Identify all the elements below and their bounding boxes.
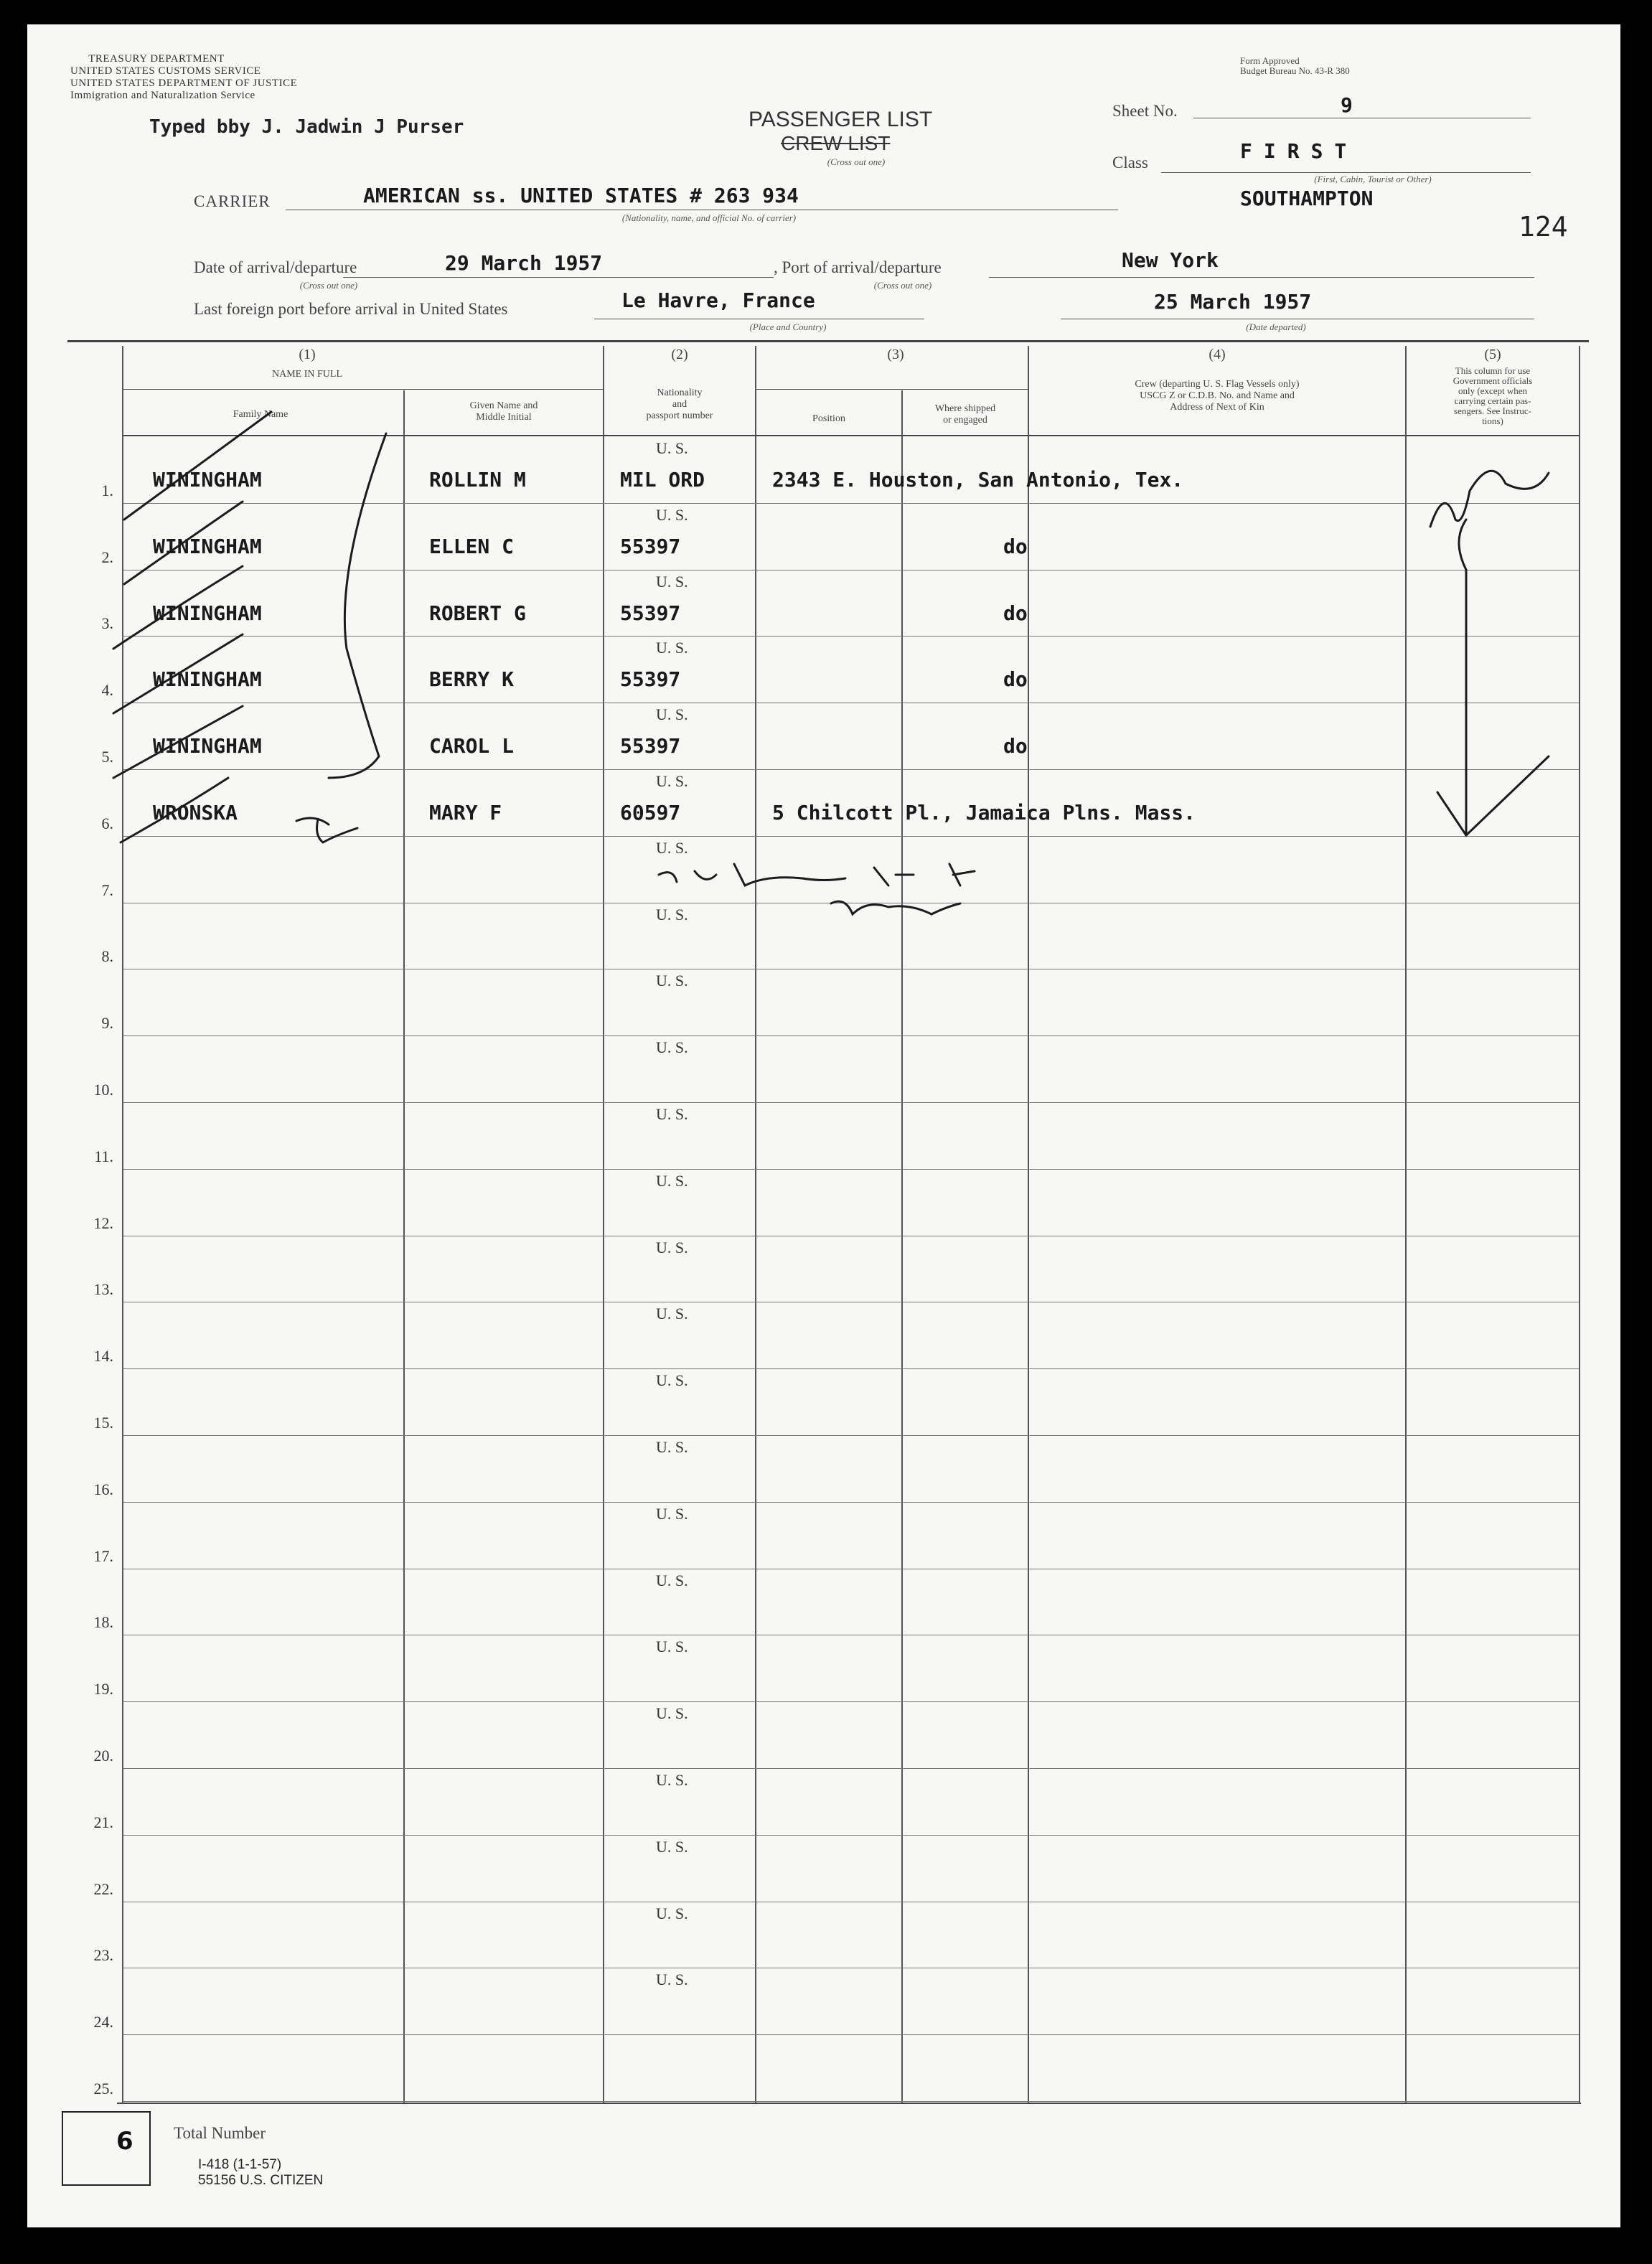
us-nationality-label: U. S.: [656, 1239, 688, 1257]
form-citizen-line: 55156 U.S. CITIZEN: [198, 2173, 324, 2188]
passport-cell: 55397: [620, 601, 681, 625]
row-7-annotation-stroke: [659, 864, 975, 886]
us-nationality-label: U. S.: [656, 1371, 688, 1389]
address-cell: 5 Chilcott Pl., Jamaica Plns. Mass.: [772, 801, 1196, 825]
officials-header-line-2: Government officials: [1452, 375, 1533, 386]
shipped-header-line-2: or engaged: [943, 415, 987, 426]
checkmark-stroke-row-6: [121, 778, 228, 842]
sheet-no-value: 9: [1341, 93, 1353, 117]
nationality-header-line-1: Nationality: [657, 387, 703, 398]
crew-header-line-3: Address of Next of Kin: [1170, 402, 1264, 413]
passport-cell: MIL ORD: [620, 468, 705, 492]
officials-header-line-3: only (except when: [1458, 385, 1528, 396]
arrival-date-caption: (Cross out one): [299, 280, 358, 291]
given-name-cell: ROBERT G: [429, 601, 526, 625]
cross-out-one-caption: (Cross out one): [827, 156, 886, 167]
arrival-date-label: Date of arrival/departure: [194, 258, 357, 276]
given-name-cell: CAROL L: [429, 734, 515, 758]
carrier-value: AMERICAN ss. UNITED STATES # 263 934: [363, 184, 799, 207]
family-name-cell: WININGHAM: [153, 734, 262, 758]
agency-line-3: UNITED STATES DEPARTMENT OF JUSTICE: [70, 77, 298, 89]
row-number: 13.: [93, 1280, 113, 1298]
form-approved-line-2: Budget Bureau No. 43-R 380: [1240, 65, 1350, 76]
us-nationality-label: U. S.: [656, 573, 688, 591]
checkmark-stroke-row-2: [124, 502, 243, 584]
us-nationality-label: U. S.: [656, 1904, 688, 1922]
agency-line-1: TREASURY DEPARTMENT: [88, 53, 225, 65]
us-nationality-label: U. S.: [656, 1638, 688, 1655]
carrier-caption: (Nationality, name, and official No. of carrier): [621, 212, 797, 223]
checkmark-stroke-row-5: [113, 706, 243, 778]
row-number: 16.: [93, 1480, 113, 1498]
row-number: 7.: [101, 881, 113, 899]
us-nationality-label: U. S.: [656, 1105, 688, 1123]
row-number: 12.: [93, 1214, 113, 1232]
family-name-cell: WRONSKA: [153, 801, 238, 825]
row-number: 25.: [93, 2080, 113, 2098]
last-foreign-port-label: Last foreign port before arrival in United States: [194, 300, 508, 318]
officials-arrowhead-stroke: [1437, 756, 1549, 835]
last-foreign-port-caption: (Place and Country): [749, 321, 827, 332]
row-number: 1.: [101, 482, 113, 499]
us-nationality-label: U. S.: [656, 1971, 688, 1988]
row-number: 19.: [93, 1680, 113, 1698]
checkmark-stroke-row-4: [113, 634, 243, 713]
nationality-header-line-2: and: [672, 399, 687, 410]
passport-cell: 55397: [620, 667, 681, 691]
passport-cell: 55397: [620, 734, 681, 758]
bracket-stroke: [329, 433, 386, 778]
officials-header-line-4: carrying certain pas-: [1454, 395, 1531, 406]
shipped-header-line-1: Where shipped: [934, 403, 996, 414]
port-of-arrival-label: , Port of arrival/departure: [774, 258, 942, 276]
row-number: 11.: [94, 1147, 113, 1165]
address-cell: do: [1003, 734, 1028, 758]
family-name-cell: WININGHAM: [153, 667, 262, 691]
row-number: 22.: [93, 1880, 113, 1898]
date-departed-caption: (Date departed): [1246, 321, 1306, 332]
col-1-number: (1): [299, 347, 316, 362]
row-number: 15.: [93, 1414, 113, 1432]
row-7-subnote-stroke: [831, 901, 960, 914]
col-family-name-header: Family Name: [233, 409, 288, 420]
row-number: 23.: [93, 1946, 113, 1964]
given-name-cell: ELLEN C: [429, 535, 515, 558]
row-number: 3.: [101, 614, 113, 632]
form-number-line: I-418 (1-1-57): [198, 2157, 282, 2172]
row-number: 4.: [101, 681, 113, 699]
row-number: 21.: [93, 1813, 113, 1831]
us-nationality-label: U. S.: [656, 1771, 688, 1789]
crew-header-line-1: Crew (departing U. S. Flag Vessels only): [1135, 379, 1300, 390]
passport-cell: 55397: [620, 535, 681, 558]
col-4-number: (4): [1209, 347, 1226, 362]
officials-arrow-stroke: [1459, 520, 1466, 835]
arrival-date-value: 29 March 1957: [445, 251, 603, 275]
document-page: [27, 24, 1620, 2227]
form-title-crew: CREW LIST: [781, 132, 891, 154]
us-nationality-label: U. S.: [656, 1704, 688, 1722]
agency-line-2: UNITED STATES CUSTOMS SERVICE: [70, 65, 261, 77]
family-name-cell: WININGHAM: [153, 535, 262, 558]
us-nationality-label: U. S.: [656, 439, 688, 457]
row-number: 10.: [93, 1081, 113, 1099]
agency-line-4: Immigration and Naturalization Service: [70, 90, 255, 101]
us-nationality-label: U. S.: [656, 1572, 688, 1589]
total-number-label: Total Number: [174, 2124, 266, 2142]
col-position-header: Position: [812, 413, 845, 424]
row-number: 8.: [101, 947, 113, 965]
row-number: 24.: [93, 2013, 113, 2031]
row-number: 20.: [93, 1747, 113, 1765]
us-nationality-label: U. S.: [656, 772, 688, 790]
port-value: SOUTHAMPTON: [1240, 187, 1374, 210]
us-nationality-label: U. S.: [656, 639, 688, 657]
form-title-passenger: PASSENGER LIST: [748, 108, 933, 131]
officials-header-line-6: tions): [1482, 415, 1503, 426]
total-number-value: 6: [116, 2127, 133, 2156]
us-nationality-label: U. S.: [656, 1172, 688, 1190]
sheet-no-label: Sheet No.: [1112, 102, 1178, 120]
wronska-note-stroke: [296, 818, 357, 842]
form-number: [198, 2157, 323, 2189]
total-number-box: [62, 2111, 151, 2186]
typed-by-note: Typed bby J. Jadwin J Purser: [149, 116, 464, 138]
address-cell: do: [1003, 601, 1028, 625]
checkmark-stroke-row-1: [124, 412, 271, 520]
us-nationality-label: U. S.: [656, 972, 688, 990]
col-1-title: NAME IN FULL: [272, 369, 342, 380]
page-number-handwritten: 124: [1519, 211, 1568, 243]
officials-header-line-1: This column for use: [1455, 365, 1531, 376]
row-number: 14.: [93, 1347, 113, 1365]
date-departed-value: 25 March 1957: [1154, 290, 1312, 314]
address-cell: do: [1003, 667, 1028, 691]
nationality-header-line-3: passport number: [646, 410, 713, 421]
row-number: 6.: [101, 814, 113, 832]
officials-initials-stroke: [1430, 471, 1549, 527]
row-number: 2.: [101, 548, 113, 566]
handwritten-annotations: [27, 24, 1620, 2227]
us-nationality-label: U. S.: [656, 1505, 688, 1523]
given-name-header-line-1: Given Name and: [469, 400, 538, 411]
col-3-number: (3): [887, 347, 904, 362]
row-number: 18.: [93, 1613, 113, 1631]
class-value: FIRST: [1240, 139, 1358, 163]
address-cell: 2343 E. Houston, San Antonio, Tex.: [772, 468, 1184, 492]
col-5-number: (5): [1484, 347, 1501, 362]
us-nationality-label: U. S.: [656, 1038, 688, 1056]
row-number: 17.: [93, 1547, 113, 1565]
us-nationality-label: U. S.: [656, 839, 688, 857]
crew-header-line-2: USCG Z or C.D.B. No. and Name and: [1140, 390, 1295, 401]
us-nationality-label: U. S.: [656, 1438, 688, 1456]
us-nationality-label: U. S.: [656, 705, 688, 723]
carrier-label: CARRIER: [194, 192, 271, 210]
row-number: 5.: [101, 748, 113, 766]
family-name-cell: WININGHAM: [153, 601, 262, 625]
row-number: 9.: [101, 1014, 113, 1032]
us-nationality-label: U. S.: [656, 506, 688, 524]
us-nationality-label: U. S.: [656, 1305, 688, 1323]
family-name-cell: WININGHAM: [153, 468, 262, 492]
given-name-cell: BERRY K: [429, 667, 515, 691]
us-nationality-label: U. S.: [656, 1838, 688, 1856]
class-caption: (First, Cabin, Tourist or Other): [1314, 174, 1432, 184]
address-cell: do: [1003, 535, 1028, 558]
us-nationality-label: U. S.: [656, 906, 688, 924]
given-name-cell: ROLLIN M: [429, 468, 526, 492]
officials-header-line-5: sengers. See Instruc-: [1454, 405, 1531, 416]
form-approved-line-1: Form Approved: [1240, 55, 1300, 66]
passport-cell: 60597: [620, 801, 681, 825]
port-of-arrival-value: New York: [1122, 248, 1219, 272]
col-2-number: (2): [671, 347, 688, 362]
port-of-arrival-caption: (Cross out one): [873, 280, 932, 291]
last-foreign-port-value: Le Havre, France: [621, 288, 815, 312]
class-label: Class: [1112, 154, 1148, 172]
given-name-header-line-2: Middle Initial: [476, 412, 532, 423]
given-name-cell: MARY F: [429, 801, 502, 825]
